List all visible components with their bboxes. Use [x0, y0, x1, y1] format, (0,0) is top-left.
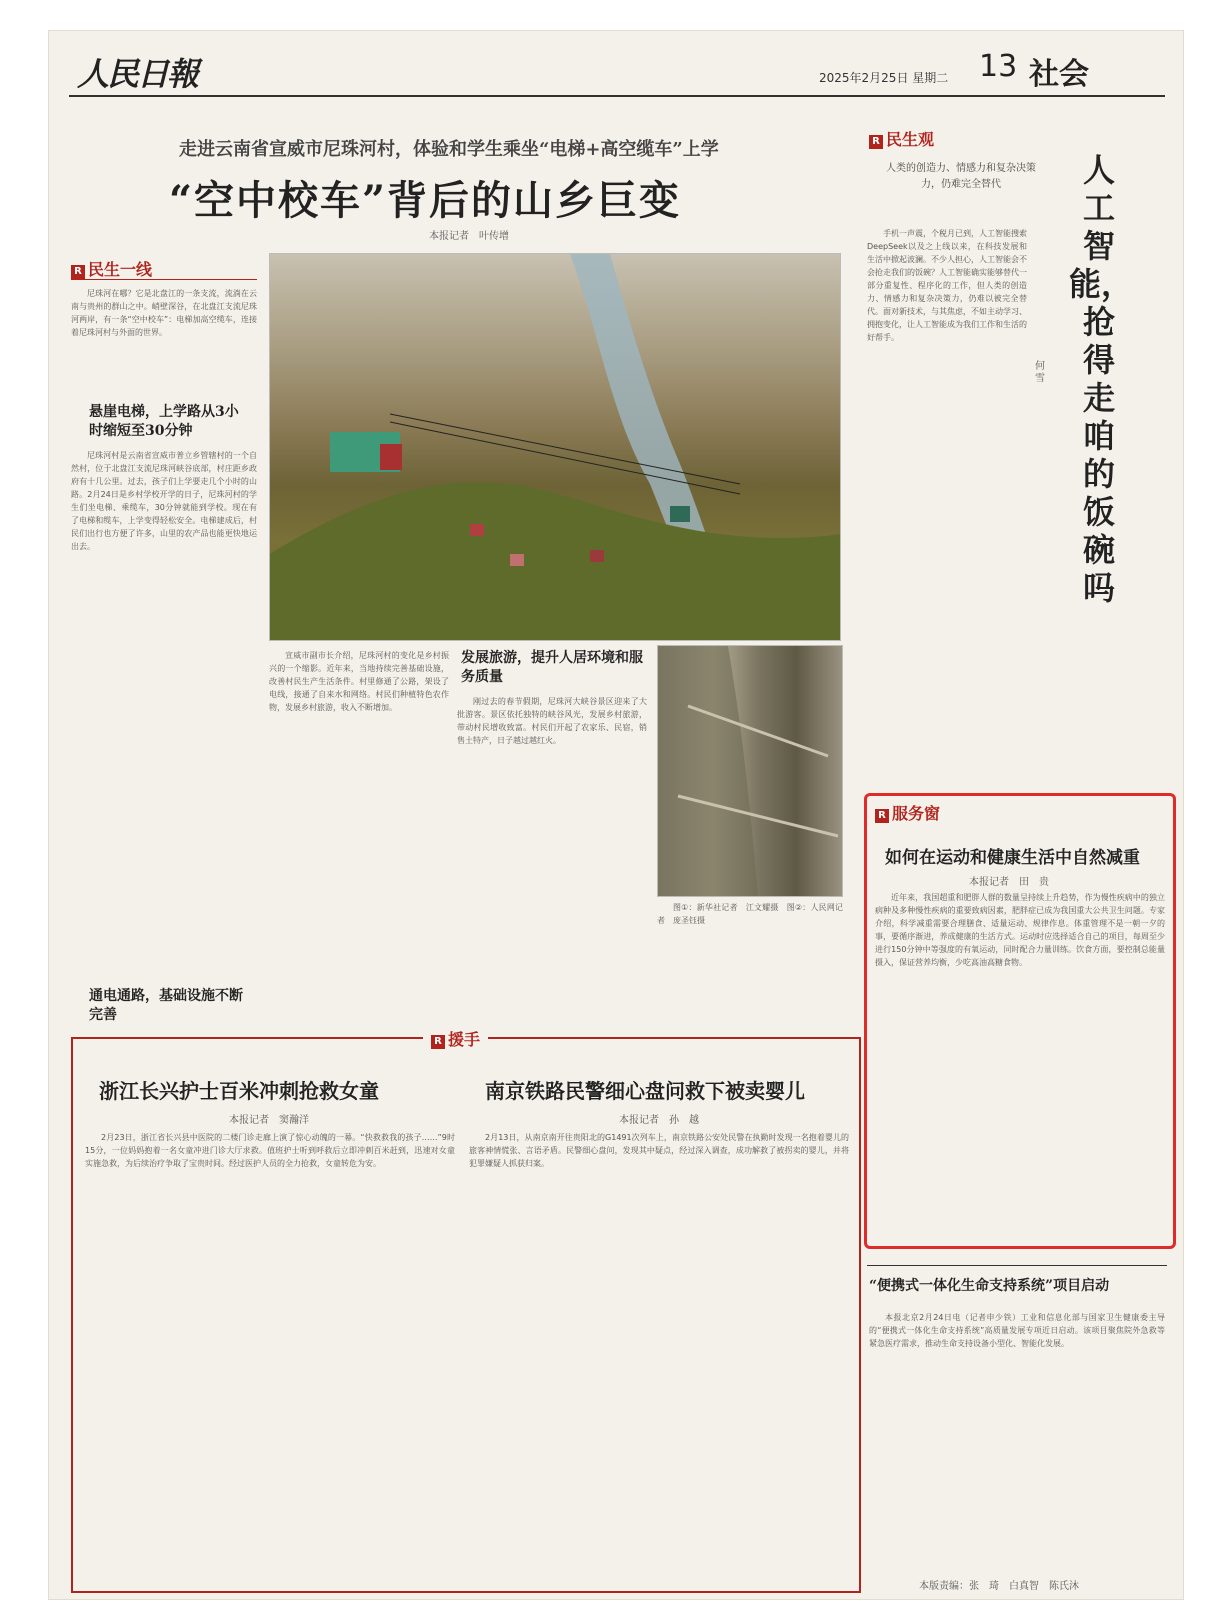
r-badge-icon: R	[869, 135, 883, 149]
section-title-1: 悬崖电梯，上学路从3小时缩短至30分钟	[89, 404, 239, 439]
section-name: 社会	[1029, 57, 1089, 92]
masthead-rule	[69, 95, 1165, 97]
section-title-3: 发展旅游，提升人居环境和服务质量	[461, 650, 643, 685]
cliff-photo	[657, 645, 843, 897]
nurse-body: 2月23日，浙江省长兴县中医院的二楼门诊走廊上演了惊心动魄的一幕。“快救救我的孩子……”9时15分，一位妈妈抱着一名女童冲进门诊大厅求救。值班护士听到呼救后立即冲刺百米赶到，迅速对女童实施急救，为后续治疗争取了宝贵时间。经过医护人员的全力抢救，女童转危为安。	[85, 1133, 455, 1168]
column-3-body: 刚过去的春节假期，尼珠河大峡谷景区迎来了大批游客。景区依托独特的峡谷风光，发展乡村旅游，带动村民增收致富。村民们开起了农家乐、民宿，销售土特产，日子越过越红火。	[457, 697, 647, 745]
label-rule	[71, 279, 257, 280]
service-body: 近年来，我国超重和肥胖人群的数量呈持续上升趋势，作为慢性疾病中的独立病种及多种慢性疾病的重要致病因素，肥胖症已成为我国重大公共卫生问题。专家介绍，科学减重需要合理膳食、适量运动、规律作息。体重管理不是一朝一夕的事，要循序渐进，养成健康的生活方式。运动时应选择适合自己的项目，每周至少进行150分钟中等强度的有氧运动，同时配合力量训练。饮食方面，要控制总能量摄入，保证营养均衡，少吃高油高糖食物。	[875, 893, 1165, 967]
main-intro: 尼珠河在哪？它是北盘江的一条支流，流淌在云南与贵州的群山之中。峭壁深谷，在北盘江支流尼珠河两岸，有一条“空中校车”：电梯加高空缆车，连接着尼珠河村与外面的世界。	[71, 289, 257, 337]
bottom-right-rule	[867, 1265, 1167, 1266]
nurse-byline: 本报记者 窦瀚洋	[229, 1115, 309, 1126]
project-headline: “便携式一体化生命支持系统”项目启动	[869, 1278, 1110, 1294]
column-label-fuwuchuang: R 服务窗	[875, 801, 940, 824]
cable-car-photo	[269, 253, 841, 641]
service-headline: 如何在运动和健康生活中自然减重	[885, 848, 1140, 868]
section-body-1: 尼珠河村是云南省宣威市普立乡管辖村的一个自然村，位于北盘江支流尼珠河峡谷底部，村庄距乡政府有十几公里。过去，孩子们上学要走几个小时的山路。2月24日是乡村学校开学的日子，尼珠河村的学生们坐电梯、乘缆车，30分钟就能到学校。现在有了电梯和缆车，上学变得轻松安全。电梯建成后，村民们出行也方便了许多，山里的农产品也能更快地运出去。	[71, 451, 257, 551]
service-byline: 本报记者 田 贵	[969, 877, 1049, 888]
page-number: 13	[979, 49, 1018, 84]
opinion-headline: 人工智能，抢得走咱的饭碗吗	[1069, 151, 1134, 607]
railway-byline: 本报记者 孙 越	[619, 1115, 699, 1126]
railway-body: 2月13日，从南京南开往贵阳北的G1491次列车上，南京铁路公安处民警在执勤时发现一名抱着婴儿的旅客神情慌张、言语矛盾。民警细心盘问，发现其中疑点，经过深入调查，成功解救了被拐卖的婴儿，并将犯罪嫌疑人抓获归案。	[469, 1133, 849, 1168]
page-editors: 本版责编：张 琦 白真智 陈氏沐	[919, 1581, 1079, 1592]
opinion-body: 手机一声震，个税月已到，人工智能搜索DeepSeek以及之上线以来，在科技发展和生活中掀起波澜。不少人担心，人工智能会不会抢走我们的饭碗？人工智能确实能够替代一部分重复性、程序化的工作，但人类的创造力、情感力和复杂决策力，仍难以被完全替代。面对新技术，与其焦虑，不如主动学习、拥抱变化，让人工智能成为我们工作和生活的好帮手。	[867, 229, 1027, 342]
r-badge-icon: R	[431, 1035, 445, 1049]
column-2-body: 宣威市副市长介绍，尼珠河村的变化是乡村振兴的一个缩影。近年来，当地持续完善基础设施，改善村民生产生活条件。村里修通了公路，架设了电线，接通了自来水和网络。村民们种植特色农作物，发展乡村旅游，收入不断增加。	[269, 651, 449, 712]
column-label-minshengguan: R 民生观	[869, 127, 934, 150]
project-body: 本报北京2月24日电（记者申少铁）工业和信息化部与国家卫生健康委主导的“便携式一体化生命支持系统”高质量发展专项近日启动。该项目聚焦院外急救等紧急医疗需求，推动生命支持设备小型化、智能化发展。	[869, 1313, 1165, 1348]
railway-headline: 南京铁路民警细心盘问救下被卖婴儿	[485, 1079, 805, 1103]
nurse-headline: 浙江长兴护士百米冲刺抢救女童	[99, 1079, 379, 1103]
opinion-pullquote: 人类的创造力、情感力和复杂决策力，仍难完全替代	[886, 163, 1036, 190]
r-badge-icon: R	[71, 265, 85, 279]
main-byline: 本报记者 叶传增	[429, 231, 509, 242]
opinion-byline: 何 雪	[1035, 361, 1055, 384]
column-label-minsheng: R 民生一线	[71, 257, 152, 280]
newspaper-page	[48, 30, 1184, 1600]
photo-credit: 图①：新华社记者 江文耀摄 图②：人民网记者 庞圣钰摄	[657, 903, 843, 925]
section-title-2: 通电通路，基础设施不断完善	[89, 988, 243, 1023]
issue-date: 2025年2月25日 星期二	[819, 71, 949, 85]
r-badge-icon: R	[875, 809, 889, 823]
main-subhead: 走进云南省宣威市尼珠河村，体验和学生乘坐“电梯+高空缆车”上学	[179, 139, 719, 160]
main-headline: “空中校车”背后的山乡巨变	[169, 177, 682, 224]
column-label-yuanshou: R 援手	[423, 1027, 488, 1050]
newspaper-logo: 人民日報	[77, 55, 198, 93]
